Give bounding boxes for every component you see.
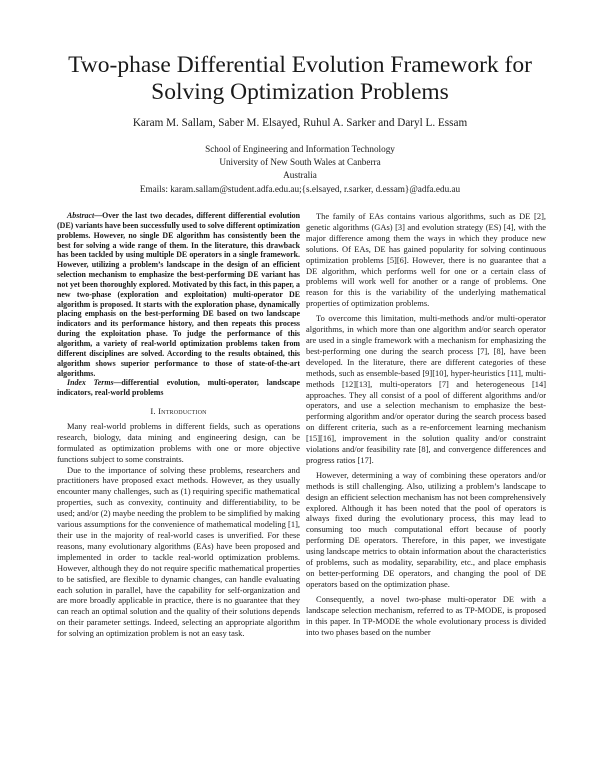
intro-paragraph: Due to the importance of solving these problems, researchers and practitioners have proposed exact methods. However, as they usually encounter many challenges, such as (1) requiring specific mathematical properties, such as convexity, continuity and differentiability, to be used; and/or (2) maybe needing the problem to be simplified by making various assumptions for the convenience of mathematical modeling [1], their use in the majority of real-world cases is unverified. For these reasons, many evolutionary algorithms (EAs) have been proposed and implemented in order to tackle real-world optimization problems. However, although they do not require specific mathematical properties to be satisfied, are flexible to dynamic changes, can handle evaluating each solution in parallel, have the capability for self-organization and are more broadly applicable in practice, there is no guarantee that they can reach an optimal solution and the quality of their solutions depends on their parameter settings. Indeed, selecting an appropriate algorithm for solving an optimization problem is not an easy task. [57, 464, 300, 639]
body-paragraph: To overcome this limitation, multi-methods and/or multi-operator algorithms, in which more than one algorithm and/or search operator are used in a single framework with a mechanism for emphasizing the best-performing one during the search process [7], [8], have been developed. In the literature, there are different categories of these methods, such as ensemble-based [9][10], hyper-heuristics [11], multi-methods [12][13], multi-operators [7] and heterogeneous [14] approaches. They all consist of a pool of different algorithms and/or operators, and use a selection mechanism to emphasize the best-performing algorithm and/or operator during the search process based on different criteria, such as a re-enforcement learning mechanism [15][16], improvement in the solution quality and/or constraint violations and/or feasibility rate [8], and convergence differences and progress ratios [17]. [306, 313, 546, 465]
section-title: Introduction [158, 406, 207, 417]
abstract [57, 211, 300, 398]
section-heading-introduction [57, 406, 300, 417]
index-terms-text: —differential evolution, multi-operator, landscape indicators, real-world problems [57, 378, 300, 398]
affiliation-university: University of New South Wales at Canberra [219, 157, 381, 168]
body-paragraph: Consequently, a novel two-phase multi-operator DE with a landscape selection mechanism, referred to as TP-MODE, is proposed in this paper. In TP-MODE the whole evolutionary process is divided into two phases based on the number [306, 593, 546, 637]
affiliation-emails: Emails: karam.sallam@student.adfa.edu.au;{s.elsayed, r.sarker, d.essam}@adfa.edu.au [139, 183, 461, 194]
abstract-text: —Over the last two decades, different differential evolution (DE) variants have been successfully used to solve different optimization problems. However, no single DE algorithm has consistently been the best for solving a wide range of them. In the literature, this drawback has been tackled by using multiple DE operators in a single framework. However, utilizing a problem’s landscape in the design of an efficient selection mechanism to emphasize the best-performing DE variant has not yet been thoroughly explored. Motivated by this fact, in this paper, a new two-phase (exploration and exploitation) multi-operator DE algorithm is proposed. It starts with the exploration phase, dynamically placing emphasis on the best-performing DE based on two landscape indicators and its performance history, and then repeats this process during the exploitation phase. To judge the performance of this algorithm, a variety of real-world optimization problems taken from different disciplines are solved. According to the results obtained, this algorithm shows superior performance to those of state-of-the-art algorithms. [57, 211, 300, 378]
affiliation-school: School of Engineering and Information Technology [205, 144, 395, 154]
affiliation-block [40, 143, 560, 196]
body-paragraph: However, determining a way of combining these operators and/or methods is still challenging. Also, utilizing a problem’s landscape to design an efficient selection mechanism has not been comprehensively explored. Although it has been noted that the pool of operators is always fixed during the evolutionary process, this may lead to consuming too much computational effort because of poorly performing DE operators. Therefore, in this paper, we investigate using landscape metrics to obtain information about the characteristics of problems, such as modality, separability, etc., and place emphasis on better-performing DE operators, and changing the pool of DE operators based on the optimization phase. [306, 469, 546, 589]
affiliation-country: Australia [283, 170, 317, 181]
intro-paragraph: Many real-world problems in different fields, such as operations research, biology, data mining and engineering design, can be formulated as optimization problems with one or more objective functions subject to some constraints. [57, 420, 300, 464]
paper-title: Two-phase Differential Evolution Framework for Solving Optimization Problems [68, 52, 532, 105]
section-number: I. [150, 406, 156, 417]
index-terms-label: Index Terms [67, 378, 114, 388]
body-paragraph: The family of EAs contains various algorithms, such as DE [2], genetic algorithms (GAs) [3] and evolution strategy (ES) [4], with the major difference among them the ways in which they produce new solutions. Of EAs, DE has gained popularity for solving continuous optimization problems [5][6]. However, there is no guarantee that a DE algorithm, which performs well for one or a certain class of problems will work well for another or a range of problems. One reason for this is the variability of the underlying mathematical properties of optimization problems. [306, 211, 546, 309]
left-column [57, 211, 300, 639]
author-list: Karam M. Sallam, Saber M. Elsayed, Ruhul A. Sarker and Daryl L. Essam [132, 117, 468, 129]
abstract-label: Abstract [67, 211, 95, 220]
right-column [306, 211, 546, 637]
